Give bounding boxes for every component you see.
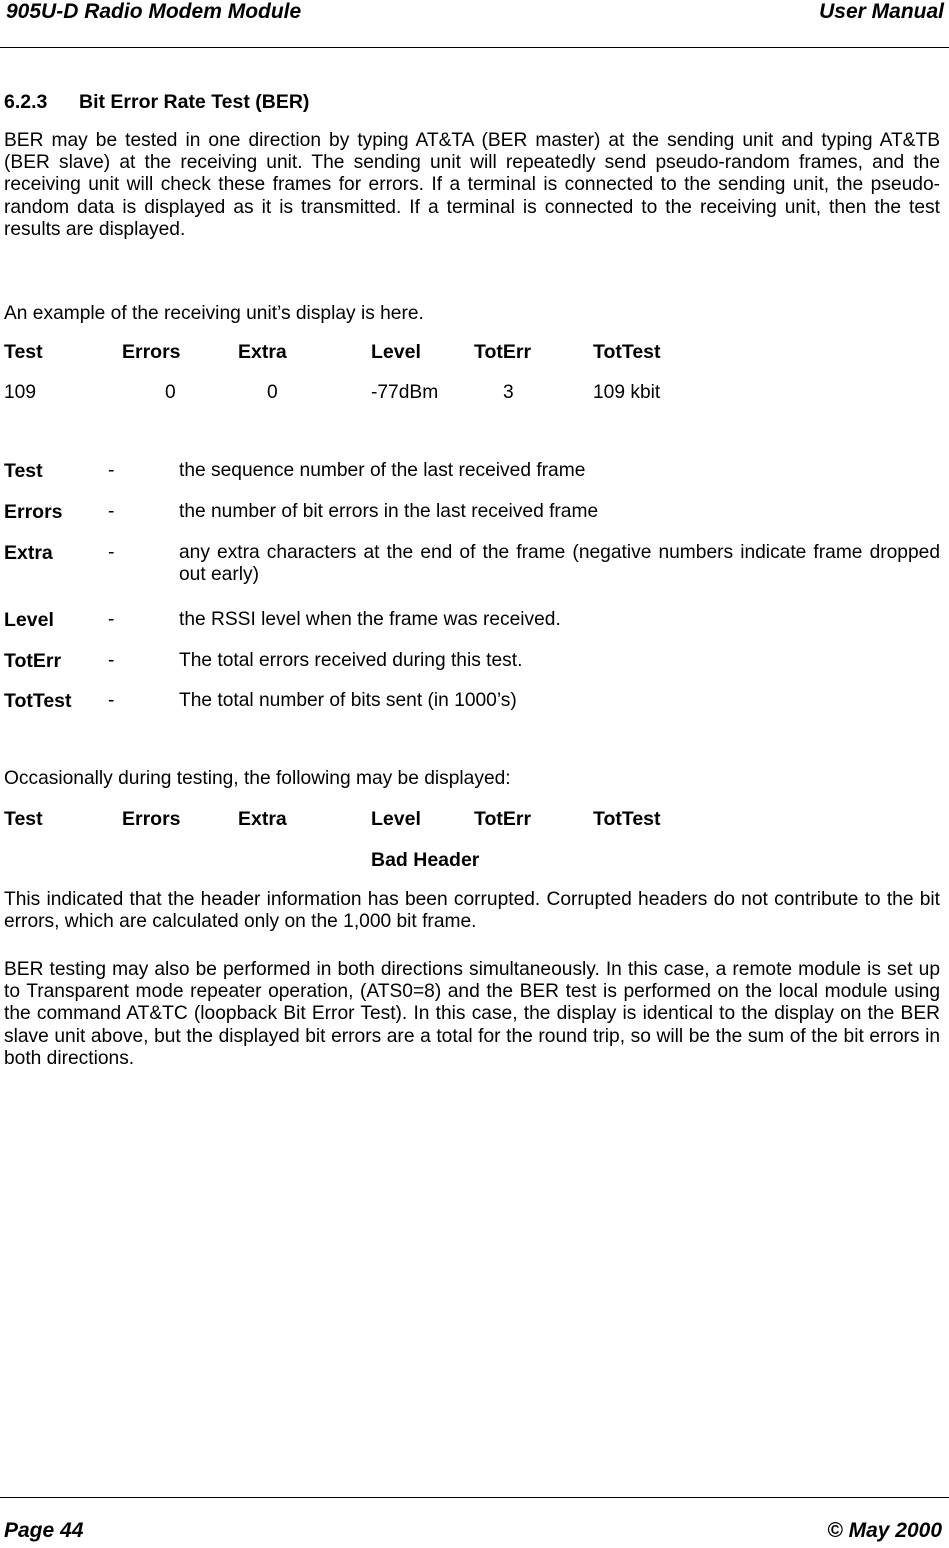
definition-desc: any extra characters at the end of the frame (negative numbers indicate frame dropped out early) bbox=[179, 542, 940, 586]
intro-paragraph: BER may be tested in one direction by typing AT&TA (BER master) at the sending unit and typing AT&TB (BER slave) at the receiving unit. The sending unit will repeatedly send pseudo-random frames, and the receiving unit will check these frames for errors. If a terminal is connected to the sending unit, the pseudo-random data is displayed as it is transmitted. If a terminal is connected to the receiving unit, then the test results are displayed. bbox=[4, 130, 940, 240]
val-test: 109 bbox=[4, 382, 37, 403]
val-extra: 0 bbox=[267, 382, 278, 403]
col-level: Level bbox=[371, 808, 421, 830]
example-intro: An example of the receiving unit’s display is here. bbox=[4, 303, 424, 324]
definition-term: Level bbox=[4, 609, 54, 631]
col-extra: Extra bbox=[238, 341, 287, 363]
col-errors: Errors bbox=[122, 341, 181, 363]
definition-desc: The total errors received during this test. bbox=[179, 650, 523, 671]
page-number: Page 44 bbox=[4, 1519, 84, 1542]
section-title: Bit Error Rate Test (BER) bbox=[79, 91, 310, 113]
definition-desc: The total number of bits sent (in 1000’s) bbox=[179, 690, 517, 711]
val-tottest: 109 kbit bbox=[593, 382, 661, 403]
col-toterr: TotErr bbox=[474, 808, 532, 830]
header-rule bbox=[0, 47, 949, 48]
occasional-intro: Occasionally during testing, the following may be displayed: bbox=[4, 768, 511, 789]
col-test: Test bbox=[4, 808, 43, 830]
col-tottest: TotTest bbox=[593, 341, 661, 363]
col-toterr: TotErr bbox=[474, 341, 532, 363]
footer-rule bbox=[0, 1497, 949, 1498]
section-number: 6.2.3 bbox=[4, 91, 48, 113]
col-level: Level bbox=[371, 341, 421, 363]
definition-dash: - bbox=[108, 650, 115, 671]
definition-dash: - bbox=[108, 542, 115, 563]
table-header-row bbox=[0, 341, 949, 365]
footer-date: © May 2000 bbox=[827, 1519, 942, 1542]
definition-desc: the RSSI level when the frame was received. bbox=[179, 609, 561, 630]
definition-dash: - bbox=[108, 460, 115, 481]
definition-term: Test bbox=[4, 460, 43, 482]
header-manual-label: User Manual bbox=[819, 0, 944, 23]
definition-dash: - bbox=[108, 609, 115, 630]
col-tottest: TotTest bbox=[593, 808, 661, 830]
val-toterr: 3 bbox=[503, 382, 514, 403]
definition-desc: the sequence number of the last received frame bbox=[179, 460, 586, 481]
table-header-row-2 bbox=[0, 808, 949, 832]
definition-desc: the number of bit errors in the last received frame bbox=[179, 501, 599, 522]
val-level: -77dBm bbox=[371, 382, 439, 403]
definition-term: TotErr bbox=[4, 650, 62, 672]
example-values-row bbox=[0, 382, 949, 406]
col-test: Test bbox=[4, 341, 43, 363]
col-errors: Errors bbox=[122, 808, 181, 830]
definition-term: Errors bbox=[4, 501, 63, 523]
bad-header-label: Bad Header bbox=[371, 849, 480, 871]
col-extra: Extra bbox=[238, 808, 287, 830]
definition-term: Extra bbox=[4, 542, 53, 564]
header-title: 905U-D Radio Modem Module bbox=[6, 0, 302, 23]
definition-dash: - bbox=[108, 501, 115, 522]
definition-term: TotTest bbox=[4, 690, 72, 712]
bidirectional-ber-paragraph: BER testing may also be performed in both directions simultaneously. In this case, a remote module is set up to Transparent mode repeater operation, (ATS0=8) and the BER test is performed on the local module using the command AT&TC (loopback Bit Error Test). In this case, the display is identical to the display on the BER slave unit above, but the displayed bit errors are a total for the round trip, so will be the sum of the bit errors in both directions. bbox=[4, 959, 940, 1069]
val-errors: 0 bbox=[165, 382, 176, 403]
corrupted-header-paragraph: This indicated that the header information has been corrupted. Corrupted headers do not contribute to the bit errors, which are calculated only on the 1,000 bit frame. bbox=[4, 889, 940, 933]
definition-dash: - bbox=[108, 690, 115, 711]
